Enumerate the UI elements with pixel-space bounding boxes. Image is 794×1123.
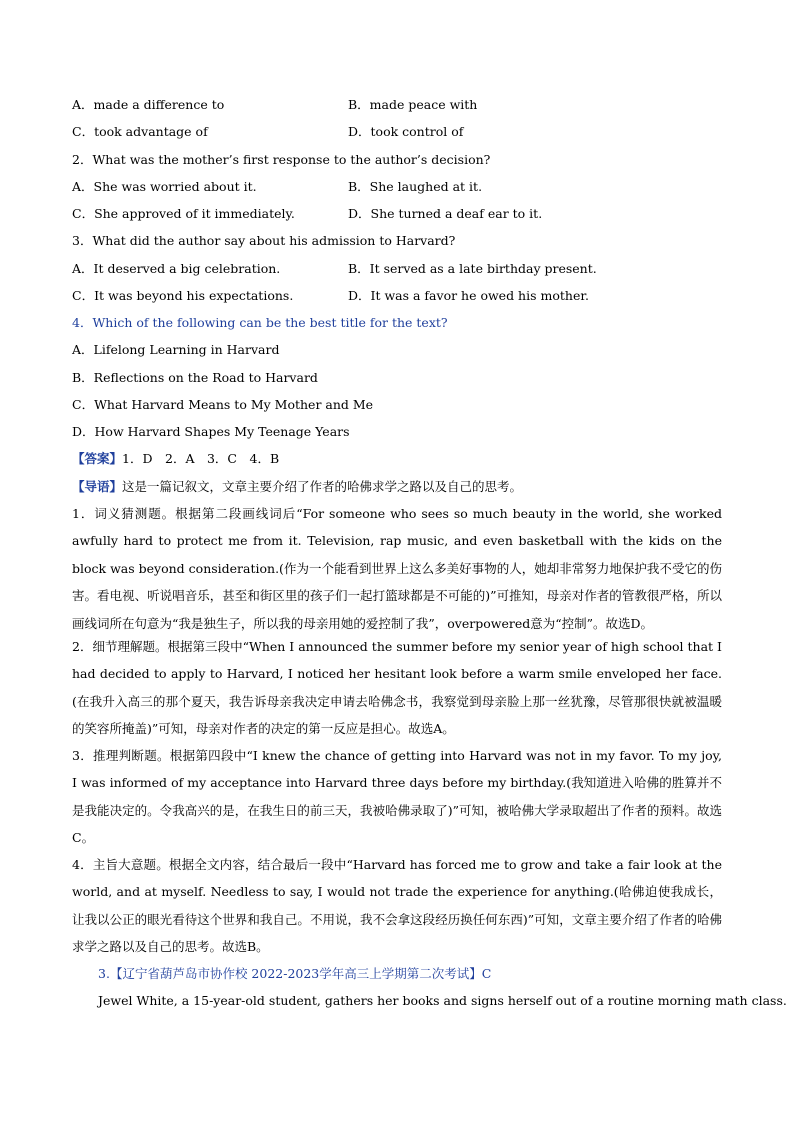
q3-option-c: C．It was beyond his expectations. bbox=[72, 288, 294, 303]
q4-option-b: B．Reflections on the Road to Harvard bbox=[72, 370, 318, 385]
q1-option-d: D．took control of bbox=[348, 124, 464, 139]
answer-line bbox=[72, 451, 279, 467]
q4-option-c: C．What Harvard Means to My Mother and Me bbox=[72, 397, 374, 412]
explanation-3: 3．推理判断题。根据第四段中“I knew the chance of getting into Harvard was not in my favor. To my joy, I was informed of my acceptance into Harvard three days before my birthday.(我知道进入哈佛的胜算并不是我能决定的。令我高兴的是，在我生日的前三天，我被哈佛录取了)”可知，被哈佛大学录取超出了作者的预料。故选C。 bbox=[72, 748, 722, 846]
guide-label: 【导语】 bbox=[72, 479, 123, 494]
next-section-first-line: Jewel White, a 15-year-old student, gathers her books and signs herself out of a routine morning math class. bbox=[98, 993, 787, 1008]
guide-text: 这是一篇记叙文，文章主要介绍了作者的哈佛求学之路以及自己的思考。 bbox=[122, 479, 523, 494]
q3-option-b: B．It served as a late birthday present. bbox=[348, 261, 597, 276]
q2-option-d: D．She turned a deaf ear to it. bbox=[348, 206, 543, 221]
explanation-1: 1．词义猜测题。根据第二段画线词后“For someone who sees so much beauty in the world, she worked awfully hard to protect me from it. Television, rap music, and even basketball with the kids on the block was beyond consideration.(作为一个能看到世界上这么多美好事物的人，她却非常努力地保护我不受它的伤害。看电视、听说唱音乐，甚至和街区里的孩子们一起打篮球都是不可能的)”可推知，母亲对作者的管教很严格，所以画线词所在句意为“我是独生子，所以我的母亲用她的爱控制了我”，overpowered意为“控制”。故选D。 bbox=[72, 506, 722, 631]
explanation-2: 2．细节理解题。根据第三段中“When I announced the summer before my senior year of high school that I had decided to apply to Harvard, I noticed her hesitant look before a warm smile enveloped her face.(在我升入高三的那个夏天，我告诉母亲我决定申请去哈佛念书，我察觉到母亲脸上那一丝犹豫，尽管那很快就被温暖的笑容所掩盖)”可知，母亲对作者的决定的第一反应是担心。故选A。 bbox=[72, 639, 722, 737]
q2-option-b: B．She laughed at it. bbox=[348, 179, 483, 194]
q3-option-a: A．It deserved a big celebration. bbox=[72, 261, 281, 276]
answer-text: 1．D 2．A 3．C 4．B bbox=[122, 451, 280, 466]
guide-line bbox=[72, 479, 522, 495]
q1-option-b: B．made peace with bbox=[348, 97, 478, 112]
next-section-header bbox=[98, 966, 491, 982]
q1-option-c: C．took advantage of bbox=[72, 124, 208, 139]
answer-label: 【答案】 bbox=[72, 451, 123, 466]
q4-option-d: D．How Harvard Shapes My Teenage Years bbox=[72, 424, 350, 439]
q3-stem: 3．What did the author say about his admission to Harvard? bbox=[72, 233, 456, 248]
next-section-number: 3. bbox=[98, 966, 110, 981]
explanation-4: 4．主旨大意题。根据全文内容，结合最后一段中“Harvard has forced me to grow and take a fair look at the world, and at myself. Needless to say, I would not trade the experience for anything.(哈佛迫使我成长，让我以公正的眼光看待这个世界和我自己。不用说，我不会拿这段经历换任何东西)”可知，文章主要介绍了作者的哈佛求学之路以及自己的思考。故选B。 bbox=[72, 857, 722, 955]
next-section-source: 【辽宁省葫芦岛市协作校 2022-2023学年高三上学期第二次考试】C bbox=[109, 966, 492, 981]
q1-option-a: A．made a difference to bbox=[72, 97, 225, 112]
q4-option-a: A．Lifelong Learning in Harvard bbox=[72, 342, 280, 357]
q2-stem: 2．What was the mother’s first response to the author’s decision? bbox=[72, 152, 491, 167]
q2-option-c: C．She approved of it immediately. bbox=[72, 206, 295, 221]
q2-option-a: A．She was worried about it. bbox=[72, 179, 257, 194]
q3-option-d: D．It was a favor he owed his mother. bbox=[348, 288, 589, 303]
q4-stem: 4．Which of the following can be the best title for the text? bbox=[72, 315, 448, 330]
